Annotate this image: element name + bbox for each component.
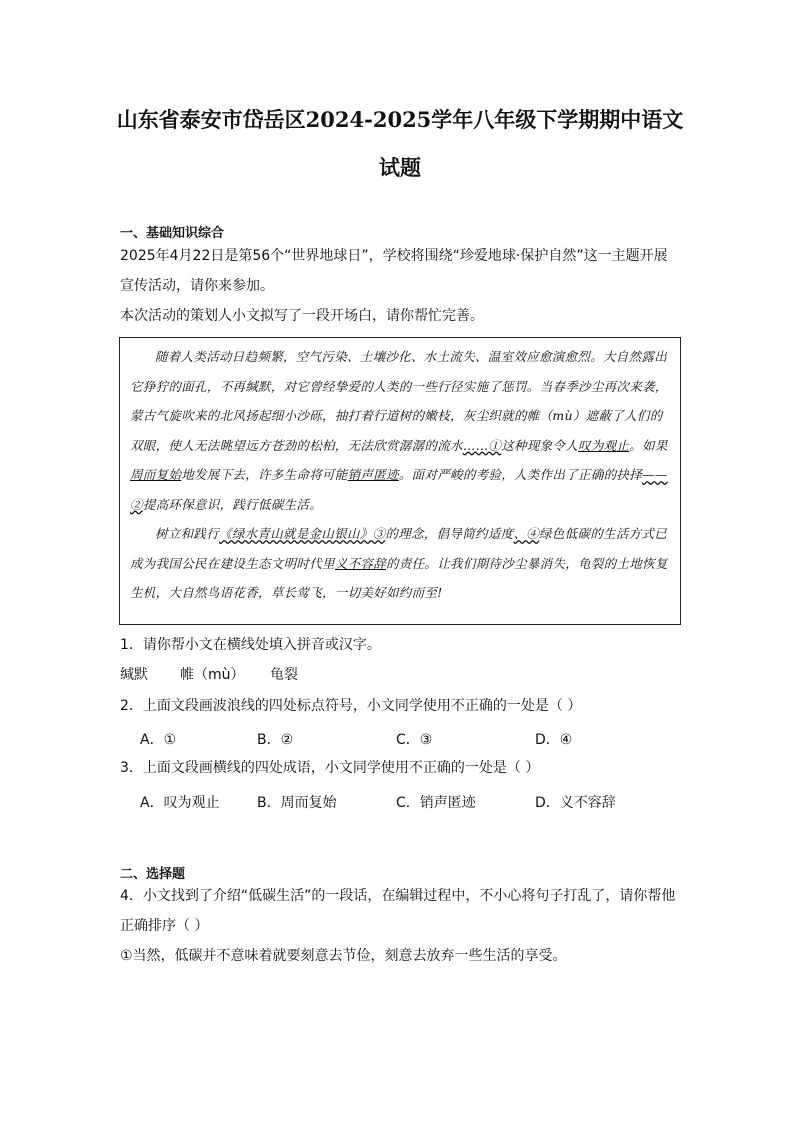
idiom-2: 周而复始 (130, 467, 182, 482)
q4-stem-line-1: 4．小文找到了介绍“低碳生活”的一段话，在编辑过程中，不小心将句子打乱了，请你帮他 (120, 888, 676, 904)
passage-box (119, 337, 681, 625)
question-1-stem: 1．请你帮小文在横线处填入拼音或汉字。 (120, 637, 381, 653)
q1-item-1: 缄默 (120, 667, 148, 683)
q4-stem-line-2: 正确排序（ ） (120, 918, 209, 934)
passage-text-run: 绿色低碳的生活方式已成为我国公民在建设生态文明时代里 (130, 526, 668, 571)
passage-text-run: 的责任。让我们期待沙尘暴消失，龟裂的土地恢复生机，大自然鸟语花香，草长莺飞，一切美好如约而至! (130, 555, 668, 600)
intro-line-3: 本次活动的策划人小文拟写了一段开场白，请你帮忙完善。 (120, 308, 484, 324)
question-2-stem: 2．上面文段画波浪线的四处标点符号，小文同学使用不正确的一处是（ ） (120, 698, 582, 714)
section-heading-basic: 一、基础知识综合 (120, 226, 225, 241)
punctuation-mark-1: ……① (462, 437, 502, 453)
passage-text-run: 这种现象令人 (501, 437, 579, 453)
q3-option-c[interactable]: C．销声匿迹 (396, 795, 476, 811)
punctuation-mark-4: 、④ (513, 526, 540, 541)
passage-paragraph-2 (130, 519, 672, 608)
q2-option-b[interactable]: B．② (257, 732, 294, 748)
passage-text-run: 提高环保意识，践行低碳生活。 (142, 496, 323, 512)
passage-text-run: 的理念，倡导简约适度 (385, 526, 514, 541)
page-title: 山东省泰安市岱岳区2024-2025学年八年级下学期期中语文试题 (116, 107, 684, 180)
idiom-1: 叹为观止 (578, 437, 630, 453)
intro-line-2: 宣传活动，请你来参加。 (120, 278, 274, 294)
passage-paragraph-1 (130, 342, 672, 519)
idiom-4: 义不容辞 (334, 555, 387, 571)
intro-line-1: 2025年4月22日是第56个“世界地球日”，学校将围绕“珍爱地球·保护自然”这一主题开展 (120, 248, 668, 264)
punctuation-mark-2: ——② (130, 467, 668, 512)
intro-text (120, 241, 680, 331)
q1-item-3: 龟裂 (270, 667, 298, 683)
q2-option-d[interactable]: D．④ (535, 732, 573, 748)
punctuation-mark-3: 《绿水青山就是金山银山》③ (219, 526, 386, 541)
q2-option-a[interactable]: A．① (140, 732, 177, 748)
passage-text-run: 随着人类活动日趋频繁，空气污染、土壤沙化、水土流失、温室效应愈演愈烈。大自然露出它狰狞的面孔，不再缄默，对它曾经挚爱的人类的一些行径实施了惩罚。当春季沙尘再次来袭，蒙古气旋吹来的北风扬起细小沙砾，抽打着行道树的嫩枝，灰尘织就的帷（mù）遮蔽了人们的双眼，使人无法眺望远方苍劲的松柏，无法欣赏潺潺的流水 (130, 349, 668, 453)
q2-option-c[interactable]: C．③ (396, 732, 433, 748)
q4-sentence-1: ①当然，低碳并不意味着就要刻意去节俭，刻意去放弃一些生活的享受。 (120, 948, 567, 964)
q3-option-d[interactable]: D．义不容辞 (535, 795, 616, 811)
passage-text-run: 地发展下去，许多生命将可能 (181, 467, 348, 482)
q3-option-b[interactable]: B．周而复始 (257, 795, 337, 811)
passage-text-run: 。如果 (629, 437, 668, 453)
q1-item-2: 帷（mù） (180, 667, 245, 683)
q3-option-a[interactable]: A．叹为观止 (140, 795, 220, 811)
question-4 (120, 881, 680, 971)
section-heading-choice: 二、选择题 (120, 867, 186, 882)
question-3-stem: 3．上面文段画横线的四处成语，小文同学使用不正确的一处是（ ） (120, 760, 540, 776)
idiom-3: 销声匿迹 (347, 467, 399, 482)
passage-text-run: 。面对严峻的考验，人类作出了正确的抉择 (398, 467, 643, 482)
passage-text (130, 342, 672, 608)
passage-text-run: 树立和践行 (155, 526, 220, 541)
